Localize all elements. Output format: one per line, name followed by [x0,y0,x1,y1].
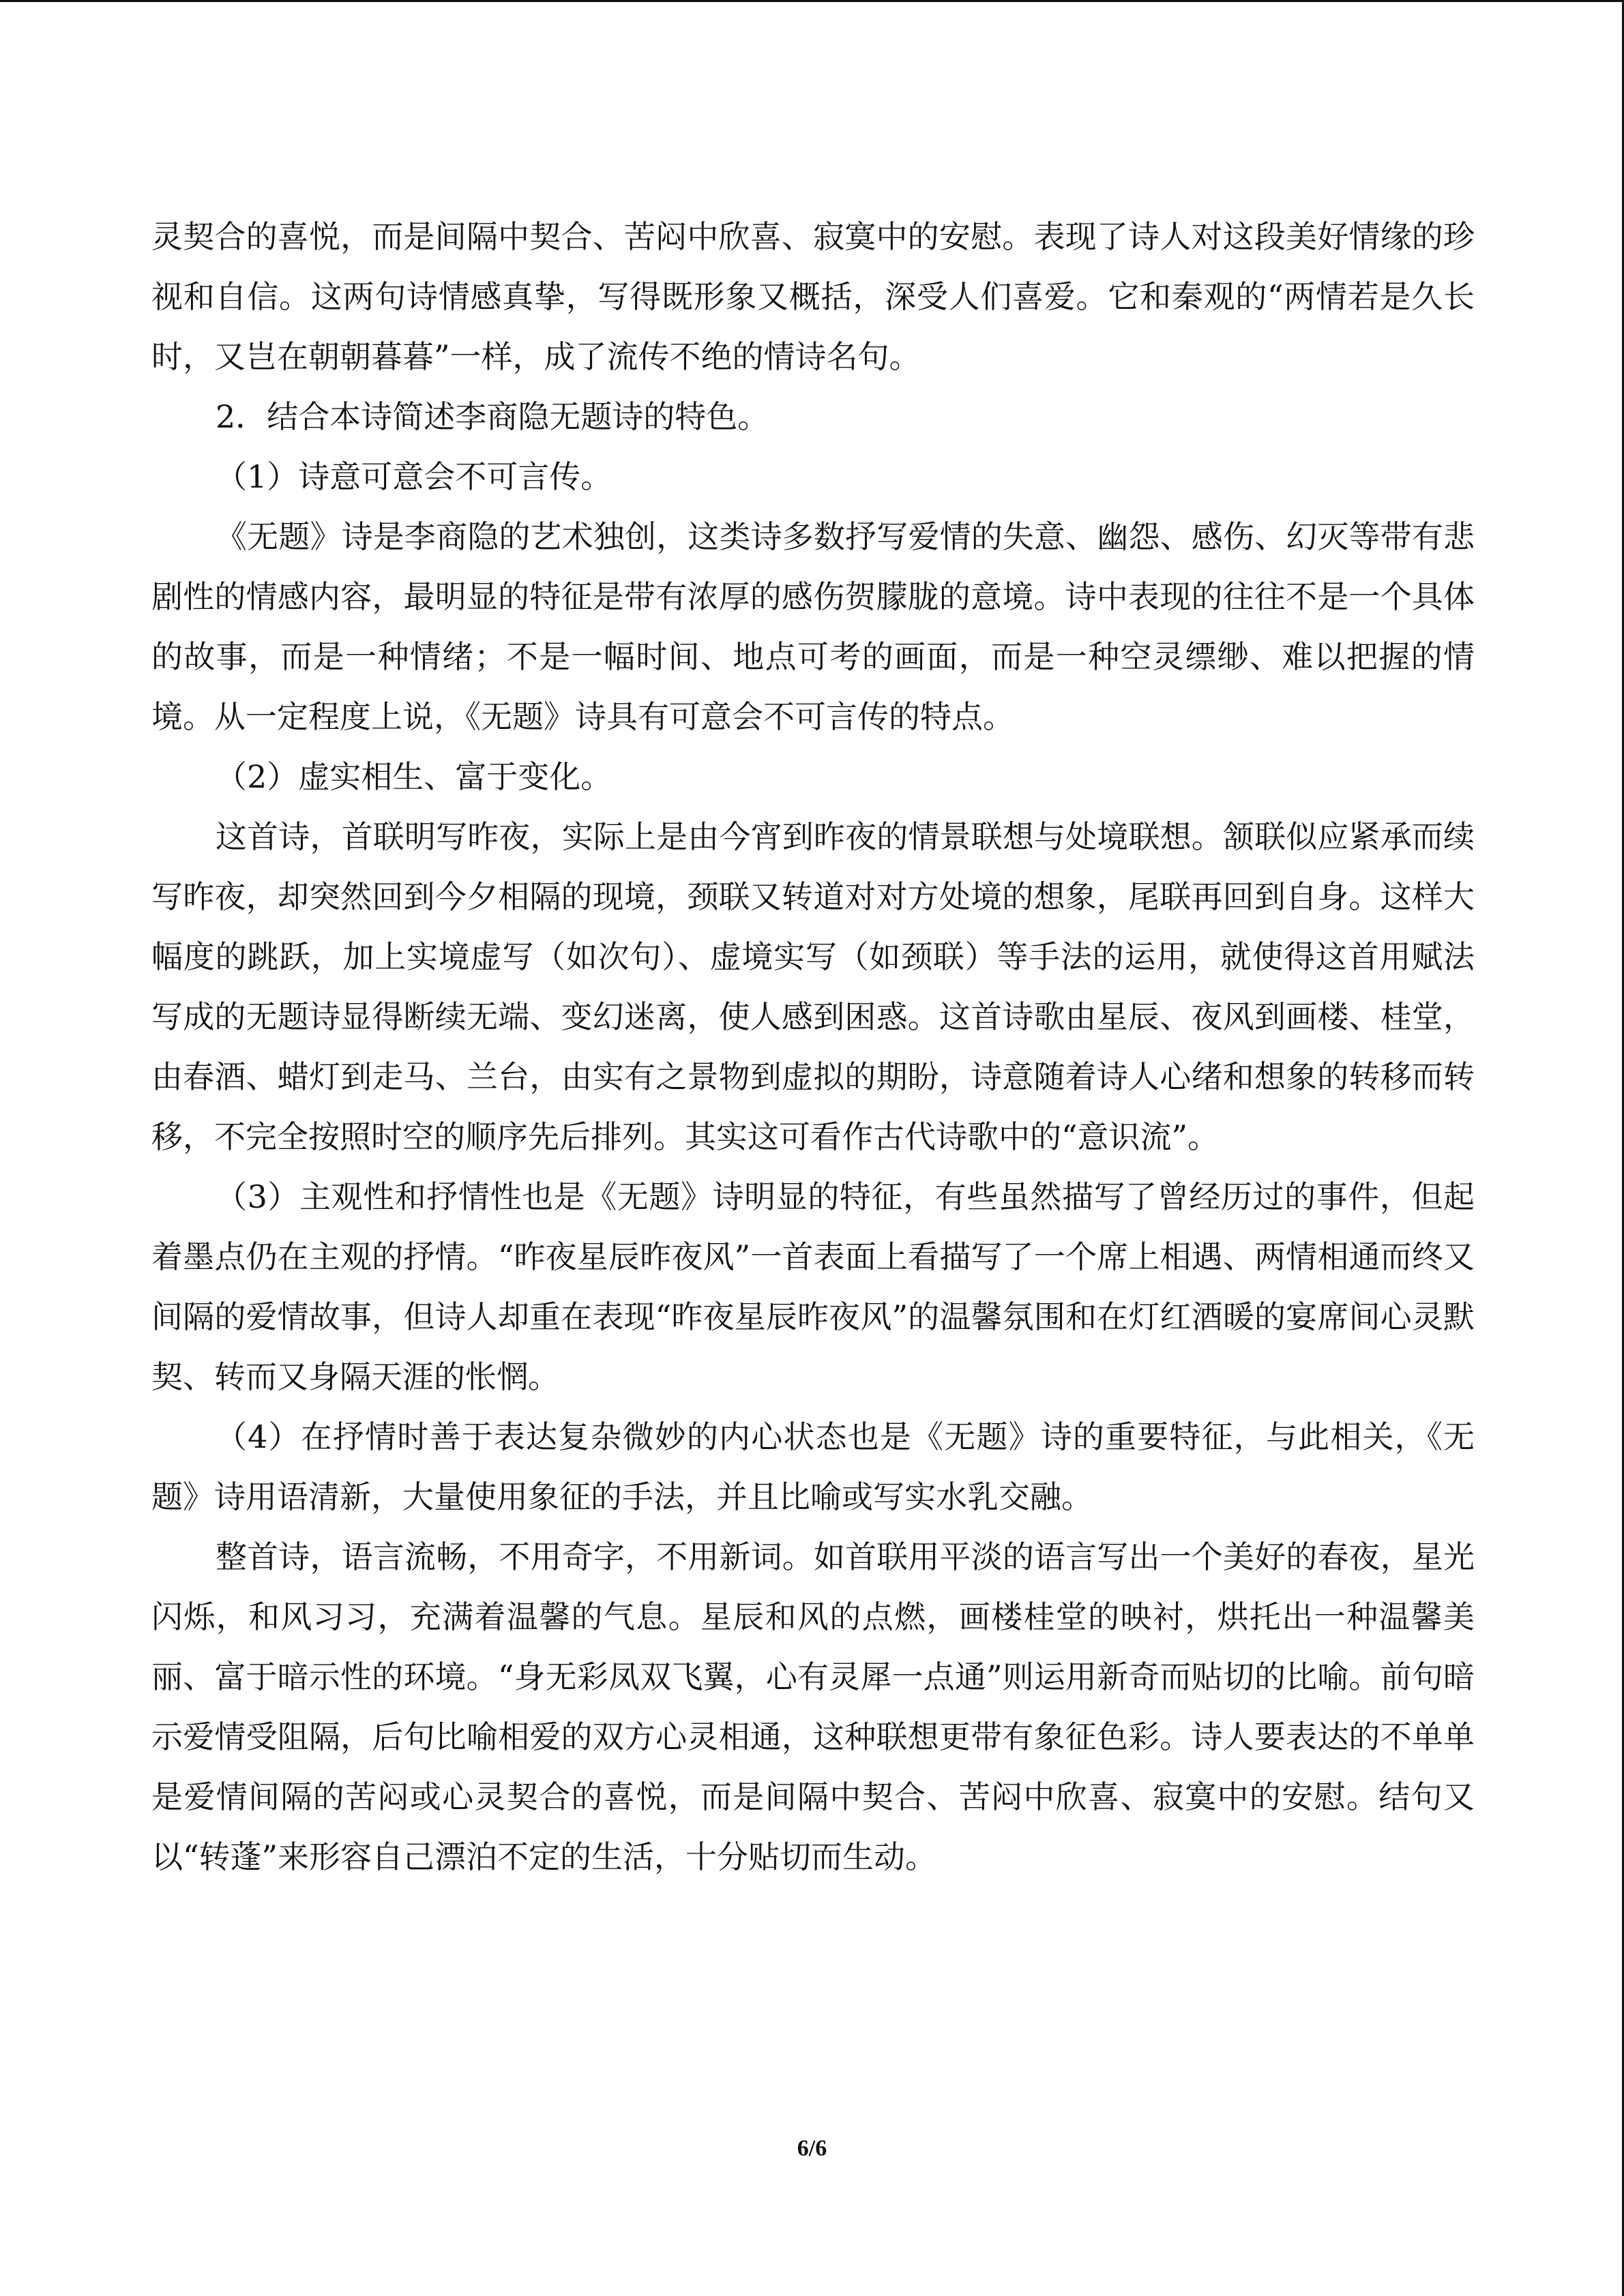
question-heading-2: 2．结合本诗简述李商隐无题诗的特色。 [216,398,769,435]
paragraph-continuation: 灵契合的喜悦，而是间隔中契合、苦闷中欣喜、寂寞中的安慰。表现了诗人对这段美好情缘的珍视和自信。这两句诗情感真挚，写得既形象又概括，深受人们喜爱。它和秦观的“两情若是久长时，又岂在朝朝暮暮”一样，成了流传不绝的情诗名句。 [151,218,1475,375]
subheading-2: （2）虚实相生、富于变化。 [216,758,612,795]
document-body [151,207,1475,1887]
paragraph: 整首诗，语言流畅，不用奇字，不用新词。如首联用平淡的语言写出一个美好的春夜，星光闪烁，和风习习，充满着温馨的气息。星辰和风的点燃，画楼桂堂的映衬，烘托出一种温馨美丽、富于暗示性的环境。“身无彩凤双飞翼，心有灵犀一点通”则运用新奇而贴切的比喻。前句暗示爱情受阻隔，后句比喻相爱的双方心灵相通，这种联想更带有象征色彩。诗人要表达的不单单是爱情间隔的苦闷或心灵契合的喜悦，而是间隔中契合、苦闷中欣喜、寂寞中的安慰。结句又以“转蓬”来形容自己漂泊不定的生活，十分贴切而生动。 [151,1538,1475,1875]
subheading-1: （1）诗意可意会不可言传。 [216,458,612,495]
paragraph-point-4: （4）在抒情时善于表达复杂微妙的内心状态也是《无题》诗的重要特征，与此相关，《无题》诗用语清新，大量使用象征的手法，并且比喻或写实水乳交融。 [151,1418,1475,1515]
paragraph: 这首诗，首联明写昨夜，实际上是由今宵到昨夜的情景联想与处境联想。颔联似应紧承而续写昨夜，却突然回到今夕相隔的现境，颈联又转道对对方处境的想象，尾联再回到自身。这样大幅度的跳跃，加上实境虚写（如次句）、虚境实写（如颈联）等手法的运用，就使得这首用赋法写成的无题诗显得断续无端、变幻迷离，使人感到困惑。这首诗歌由星辰、夜风到画楼、桂堂，由春酒、蜡灯到走马、兰台，由实有之景物到虚拟的期盼，诗意随着诗人心绪和想象的转移而转移，不完全按照时空的顺序先后排列。其实这可看作古代诗歌中的“意识流”。 [151,818,1475,1155]
paragraph: 《无题》诗是李商隐的艺术独创，这类诗多数抒写爱情的失意、幽怨、感伤、幻灭等带有悲剧性的情感内容，最明显的特征是带有浓厚的感伤贺朦胧的意境。诗中表现的往往不是一个具体的故事，而是一种情绪；不是一幅时间、地点可考的画面，而是一种空灵缥缈、难以把握的情境。从一定程度上说，《无题》诗具有可意会不可言传的特点。 [151,518,1475,735]
page-number: 6/6 [797,2136,827,2161]
paragraph-point-3: （3）主观性和抒情性也是《无题》诗明显的特征，有些虽然描写了曾经历过的事件，但起着墨点仍在主观的抒情。“昨夜星辰昨夜风”一首表面上看描写了一个席上相遇、两情相通而终又间隔的爱情故事，但诗人却重在表现“昨夜星辰昨夜风”的温馨氛围和在灯红酒暖的宴席间心灵默契、转而又身隔天涯的怅惘。 [151,1178,1475,1395]
